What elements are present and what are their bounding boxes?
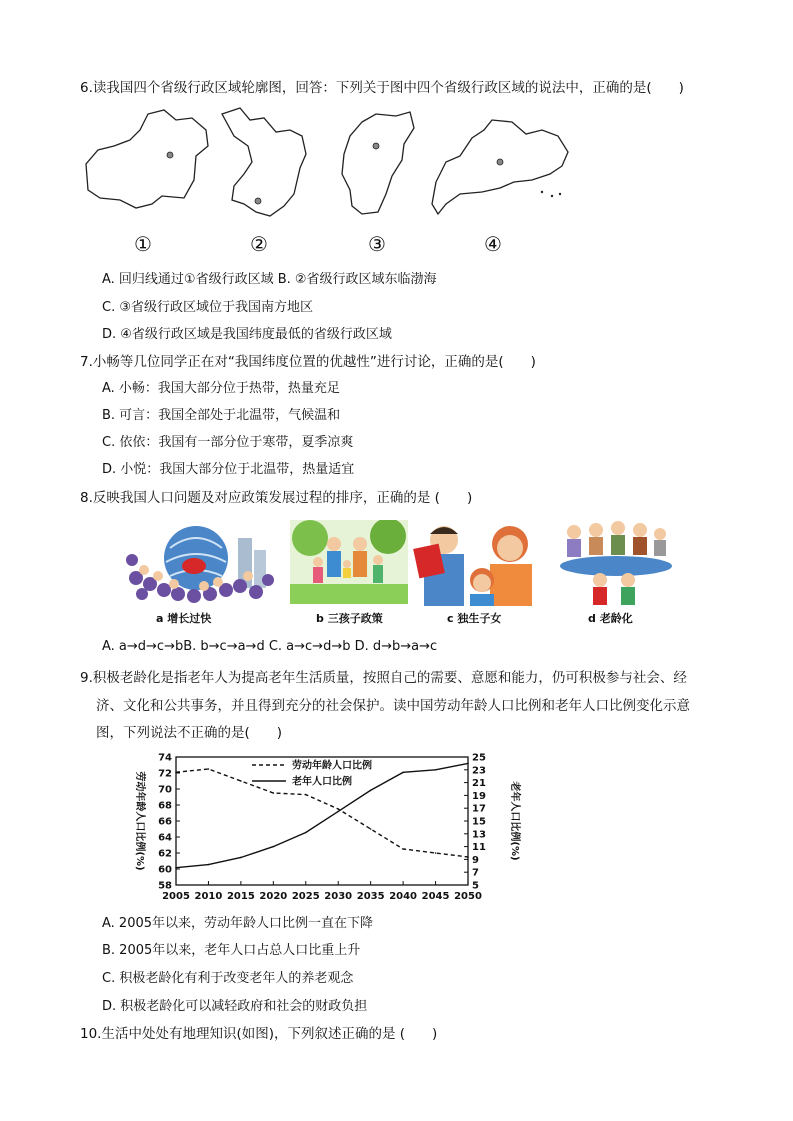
y2-tick-label: 23 xyxy=(472,765,486,777)
q8-picture-c-one-child xyxy=(410,518,548,606)
data-point xyxy=(175,771,177,773)
data-point xyxy=(370,828,372,830)
chart-y-axis-label: 劳动年龄人口比例(%) xyxy=(134,771,145,871)
x-tick-label: 2020 xyxy=(259,891,288,902)
q9-option-d: D. 积极老龄化可以减轻政府和社会的财政负担 xyxy=(102,999,368,1014)
q7-option-a: A. 小畅：我国大部分位于热带，热量充足 xyxy=(102,381,340,396)
y2-tick-label: 21 xyxy=(472,778,486,790)
q6-stem: 6.读我国四个省级行政区域轮廓图，回答：下列关于图中四个省级行政区域的说法中，正确的是( ) xyxy=(80,80,684,96)
map-label-3: ③ xyxy=(368,232,386,256)
y-tick-label: 62 xyxy=(158,848,172,860)
data-point xyxy=(337,811,339,813)
province-outline-4 xyxy=(432,120,568,214)
y-tick-label: 70 xyxy=(158,784,172,796)
q9-stem-line-1: 9.积极老龄化是指老年人为提高老年生活质量，按照自己的需要、意愿和能力，仍可积极参与社会、经 xyxy=(80,670,687,686)
data-point xyxy=(305,832,307,834)
q9-stem-line-2: 济、文化和公共事务，并且得到充分的社会保护。读中国劳动年龄人口比例和老年人口比例变化示意 xyxy=(96,698,690,714)
q7-stem: 7.小畅等几位同学正在对“我国纬度位置的优越性”进行讨论，正确的是( ) xyxy=(80,354,536,370)
q6-province-maps xyxy=(80,100,600,260)
q7-option-c: C. 依依：我国有一部分位于寒带，夏季凉爽 xyxy=(102,435,354,450)
province-outline-1 xyxy=(86,110,208,208)
q9-population-chart xyxy=(124,745,524,905)
y-tick-label: 66 xyxy=(158,816,172,828)
y2-tick-label: 11 xyxy=(472,842,486,854)
q8-caption-a: a 增长过快 xyxy=(156,612,212,625)
y2-tick-label: 13 xyxy=(472,829,486,841)
y-tick-label: 60 xyxy=(158,864,172,876)
data-point xyxy=(305,794,307,796)
data-point xyxy=(208,768,210,770)
province-outline-2 xyxy=(222,108,306,216)
y-tick-label: 68 xyxy=(158,800,172,812)
data-point xyxy=(175,867,177,869)
data-point xyxy=(467,856,469,858)
map-label-1: ① xyxy=(134,232,152,256)
q10-stem: 10.生活中处处有地理知识(如图)，下列叙述正确的是 ( ) xyxy=(80,1026,438,1042)
q8-picture-d-aging xyxy=(556,518,676,606)
data-point xyxy=(435,769,437,771)
x-tick-label: 2015 xyxy=(226,891,255,902)
q6-option-d: D. ④省级行政区域是我国纬度最低的省级行政区域 xyxy=(102,327,392,342)
chart-y2-axis-label: 老年人口比例(%) xyxy=(509,781,520,861)
y2-tick-label: 9 xyxy=(472,854,479,866)
data-point xyxy=(467,763,469,765)
data-point xyxy=(240,857,242,859)
data-point xyxy=(273,792,275,794)
q8-caption-b: b 三孩子政策 xyxy=(316,612,383,625)
q8-picture-b-three-child-policy xyxy=(290,520,408,604)
q8-caption-d: d 老龄化 xyxy=(588,612,633,625)
x-tick-label: 2030 xyxy=(324,891,353,902)
y-tick-label: 58 xyxy=(158,880,172,892)
y2-tick-label: 25 xyxy=(472,752,486,764)
x-tick-label: 2050 xyxy=(454,891,482,902)
y2-tick-label: 19 xyxy=(472,790,486,802)
data-point xyxy=(370,789,372,791)
data-point xyxy=(240,780,242,782)
q8-stem: 8.反映我国人口问题及对应政策发展过程的排序，正确的是 ( ) xyxy=(80,490,473,506)
map-label-2: ② xyxy=(250,232,268,256)
q8-options: A. a→d→c→bB. b→c→a→d C. a→c→d→b D. d→b→a→c xyxy=(102,639,438,654)
q9-option-c: C. 积极老龄化有利于改变老年人的养老观念 xyxy=(102,971,354,986)
x-tick-label: 2010 xyxy=(194,891,223,902)
q8-caption-c: c 独生子女 xyxy=(447,612,502,625)
data-point xyxy=(402,772,404,774)
data-point xyxy=(208,864,210,866)
y-tick-label: 64 xyxy=(158,832,172,844)
q6-option-ab: A. 回归线通过①省级行政区域 B. ②省级行政区域东临渤海 xyxy=(102,272,437,287)
map-label-4: ④ xyxy=(484,232,502,256)
x-tick-label: 2045 xyxy=(421,891,450,902)
legend-label: 劳动年龄人口比例 xyxy=(292,760,372,772)
y2-tick-label: 5 xyxy=(472,880,479,892)
y2-tick-label: 7 xyxy=(472,867,479,879)
x-tick-label: 2025 xyxy=(291,891,320,902)
x-tick-label: 2040 xyxy=(389,891,418,902)
x-tick-label: 2035 xyxy=(356,891,385,902)
q6-option-c: C. ③省级行政区域位于我国南方地区 xyxy=(102,300,313,315)
q9-option-b: B. 2005年以来，老年人口占总人口比重上升 xyxy=(102,943,361,958)
y2-tick-label: 17 xyxy=(472,803,486,815)
q7-option-d: D. 小悦：我国大部分位于北温带，热量适宜 xyxy=(102,462,355,477)
q9-stem-line-3: 图，下列说法不正确的是( ) xyxy=(96,725,283,741)
q8-picture-a-population-growth xyxy=(118,518,284,608)
y-tick-label: 74 xyxy=(158,752,172,764)
x-tick-label: 2005 xyxy=(162,891,190,902)
province-outline-3 xyxy=(342,112,414,214)
data-point xyxy=(435,852,437,854)
y2-tick-label: 15 xyxy=(472,816,486,828)
y-tick-label: 72 xyxy=(158,768,172,780)
q7-option-b: B. 可言：我国全部处于北温带，气候温和 xyxy=(102,408,341,423)
data-point xyxy=(273,846,275,848)
data-point xyxy=(337,808,339,810)
legend-label: 老年人口比例 xyxy=(292,776,352,788)
data-point xyxy=(402,848,404,850)
q9-option-a: A. 2005年以来，劳动年龄人口比例一直在下降 xyxy=(102,916,374,931)
